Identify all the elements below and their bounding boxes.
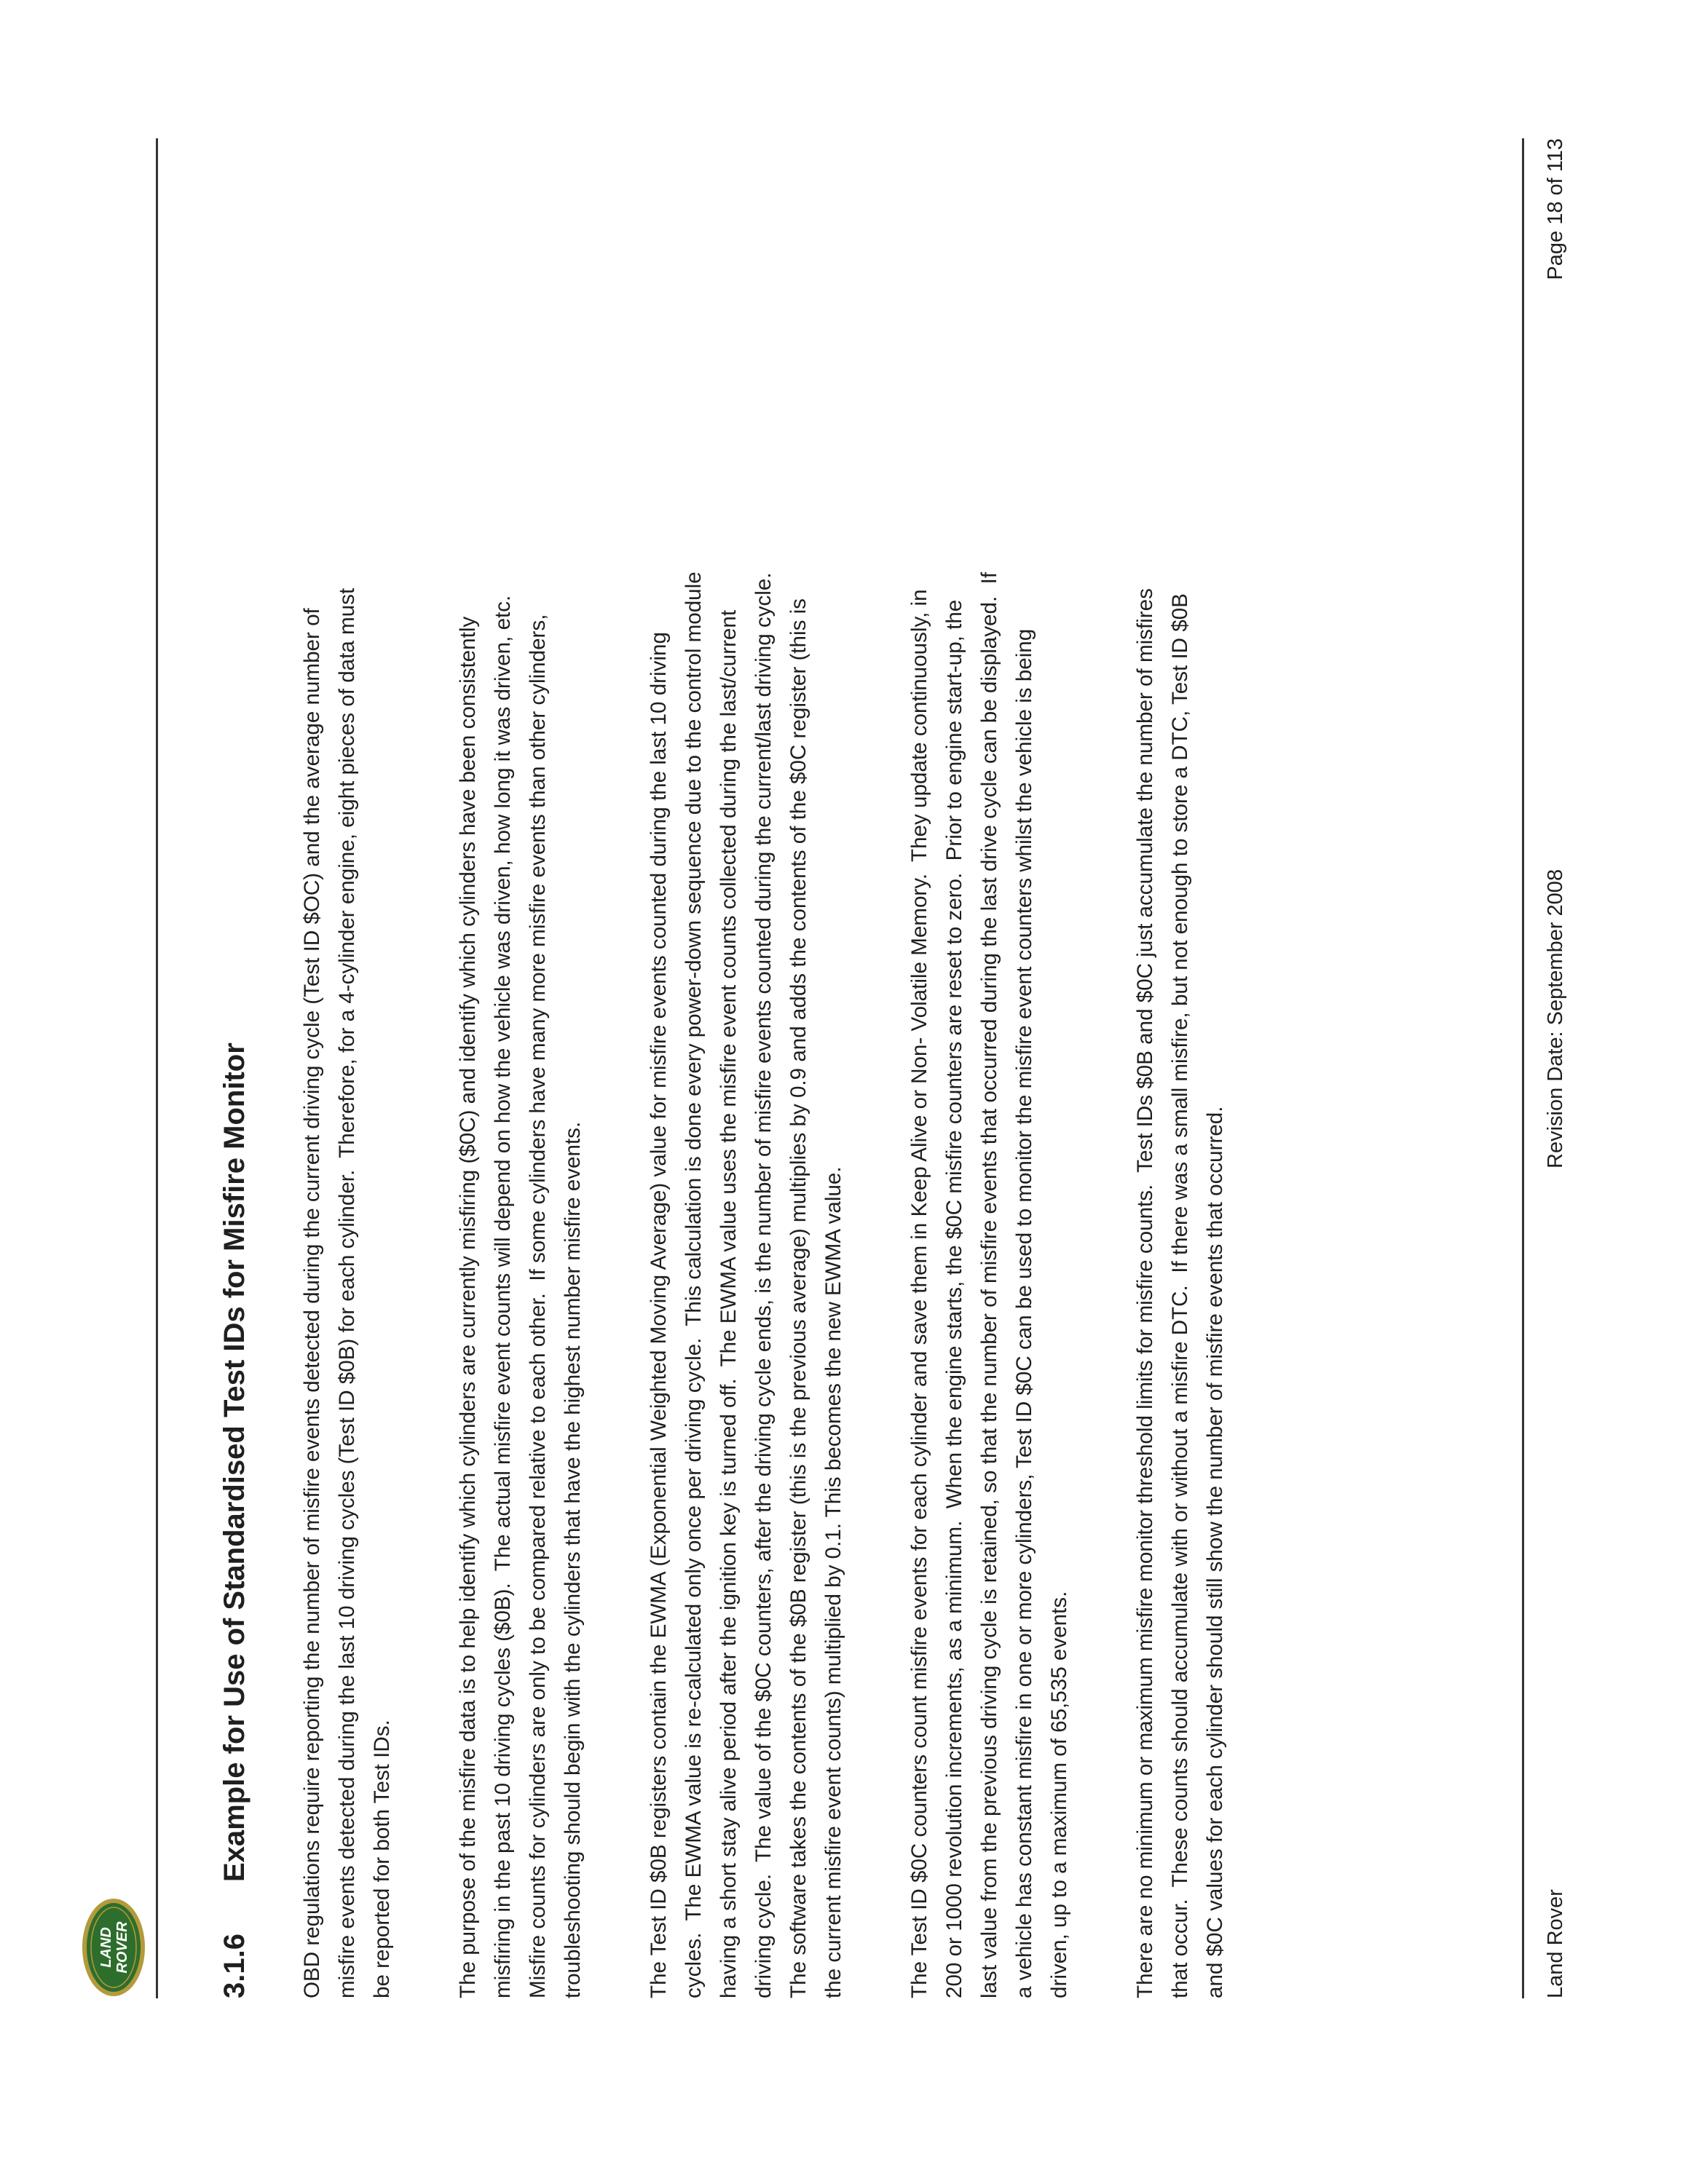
paragraph-1 <box>295 120 400 1998</box>
text-line: be reported for both Test IDs. <box>370 1720 394 1998</box>
text-line: driven, up to a maximum of 65,535 events. <box>1047 1591 1071 1998</box>
text-line: troubleshooting should begin with the cylinders that have the highest number misfire events. <box>561 1121 585 1998</box>
paragraph-3 <box>642 120 851 1998</box>
text-line: 200 or 1000 revolution increments, as a minimum. When the engine starts, the $0C misfire counters are reset to zero. Prior to engine start-up, the <box>942 599 966 1998</box>
text-line: the current misfire event counts) multiplied by 0.1. This becomes the new EWMA value. <box>821 1166 845 1998</box>
page-footer <box>1544 138 1573 1998</box>
text-line: driving cycle. The value of the $0C counters, after the driving cycle ends, is the number of misfire events counted during the current/last driving cycle. <box>752 572 776 1998</box>
text-line: a vehicle has constant misfire in one or more cylinders, Test ID $0C can be used to monitor the misfire event counters whilst the vehicle is being <box>1012 628 1036 1998</box>
text-line: Misfire counts for cylinders are only to be compared relative to each other. If some cylinders have many more misfire events than other cylinders, <box>526 614 550 1998</box>
paragraph-5 <box>1128 120 1233 1998</box>
footer-company: Land Rover <box>1544 1889 1567 1998</box>
text-line: misfire events detected during the last 10 driving cycles (Test ID $0B) for each cylinder. Therefore, for a 4-cylinder engine, eight pieces of data must <box>335 587 359 1998</box>
text-line: cycles. The EWMA value is re-calculated only once per driving cycle. This calculation is done every power-down sequence due to the control module <box>682 571 706 1998</box>
text-line: The software takes the contents of the $0B register (this is the previous average) multiplies by 0.9 and adds the contents of the $0C register (this is <box>786 598 811 1998</box>
svg-text:ROVER: ROVER <box>114 1921 130 1974</box>
footer-divider <box>1522 138 1524 1998</box>
section-title: Example for Use of Standardised Test IDs for Misfire Monitor <box>218 1042 251 1882</box>
text-line: OBD regulations require reporting the number of misfire events detected during the current driving cycle (Test ID $OC) and the average number of <box>300 608 324 1998</box>
footer-revision-date: Revision Date: September 2008 <box>1544 869 1567 1168</box>
footer-page-number: Page 18 of 113 <box>1544 138 1567 280</box>
text-line: The Test ID $0C counters count misfire events for each cylinder and save them in Keep Alive or Non- Volatile Memory. They update continuously, in <box>907 589 931 1998</box>
header-divider <box>156 138 158 1998</box>
document-body <box>295 120 1284 1998</box>
text-line: and $0C values for each cylinder should still show the number of misfire events that occurred. <box>1203 1106 1227 1998</box>
paragraph-4 <box>902 120 1077 1998</box>
section-number: 3.1.6 <box>218 1934 251 1998</box>
text-line: that occur. These counts should accumulate with or without a misfire DTC. If there was a small misfire, but not enough to store a DTC, Test ID $0B <box>1168 593 1192 1998</box>
text-line: The purpose of the misfire data is to help identify which cylinders are currently misfiring ($0C) and identify which cylinders have been consistently <box>456 616 480 1998</box>
section-heading <box>218 142 251 1998</box>
svg-text:LAND: LAND <box>98 1927 114 1968</box>
text-line: The Test ID $0B registers contain the EWMA (Exponential Weighted Moving Average) value for misfire events counted during the last 10 driving <box>647 632 671 1998</box>
text-line: having a short stay alive period after the ignition key is turned off. The EWMA value uses the misfire event counts collected during the last/current <box>717 609 741 1998</box>
text-line: There are no minimum or maximum misfire monitor threshold limits for misfire counts. Test IDs $0B and $0C just accumulate the number of misfires <box>1133 588 1157 1998</box>
text-line: misfiring in the past 10 driving cycles ($0B). The actual misfire event counts will depend on how the vehicle was driven, how long it was driven, etc. <box>491 595 515 1998</box>
text-line: last value from the previous driving cycle is retained, so that the number of misfire events that occurred during the last drive cycle can be displayed. If <box>977 571 1001 1998</box>
paragraph-2 <box>451 120 591 1998</box>
land-rover-logo <box>80 1896 147 1998</box>
